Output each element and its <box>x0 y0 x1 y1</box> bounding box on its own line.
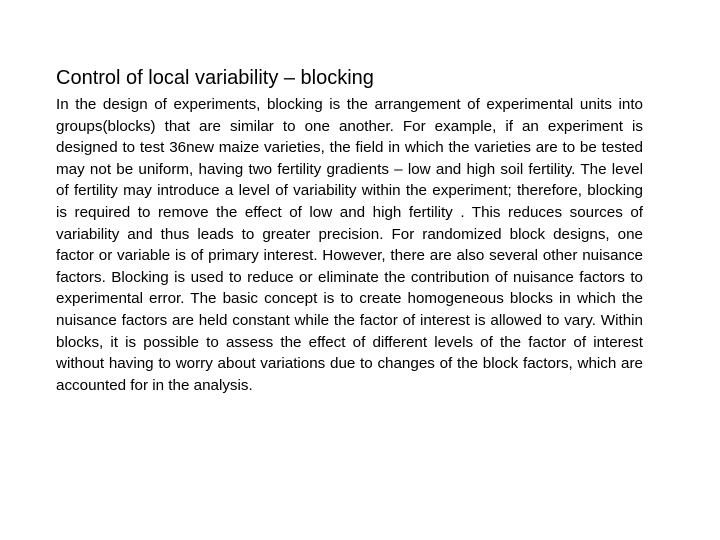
slide-title: Control of local variability – blocking <box>56 67 374 89</box>
slide-body-text: In the design of experiments, blocking is the arrangement of experimental units into groups(blocks) that are similar to one another. For example, if an experiment is designed to test 36new maize varieties, the field in which the varieties are to be tested may not be uniform, having two fertility gradients – low and high soil fertility. The level of fertility may introduce a level of variability within the experiment; therefore, blocking is required to remove the effect of low and high fertility . This reduces sources of variability and thus leads to greater precision. For randomized block designs, one factor or variable is of primary interest. However, there are also several other nuisance factors. Blocking is used to reduce or eliminate the contribution of nuisance factors to experimental error. The basic concept is to create homogeneous blocks in which the nuisance factors are held constant while the factor of interest is allowed to vary. Within blocks, it is possible to assess the effect of different levels of the factor of interest without having to worry about variations due to changes of the block factors, which are accounted for in the analysis. <box>56 96 643 394</box>
